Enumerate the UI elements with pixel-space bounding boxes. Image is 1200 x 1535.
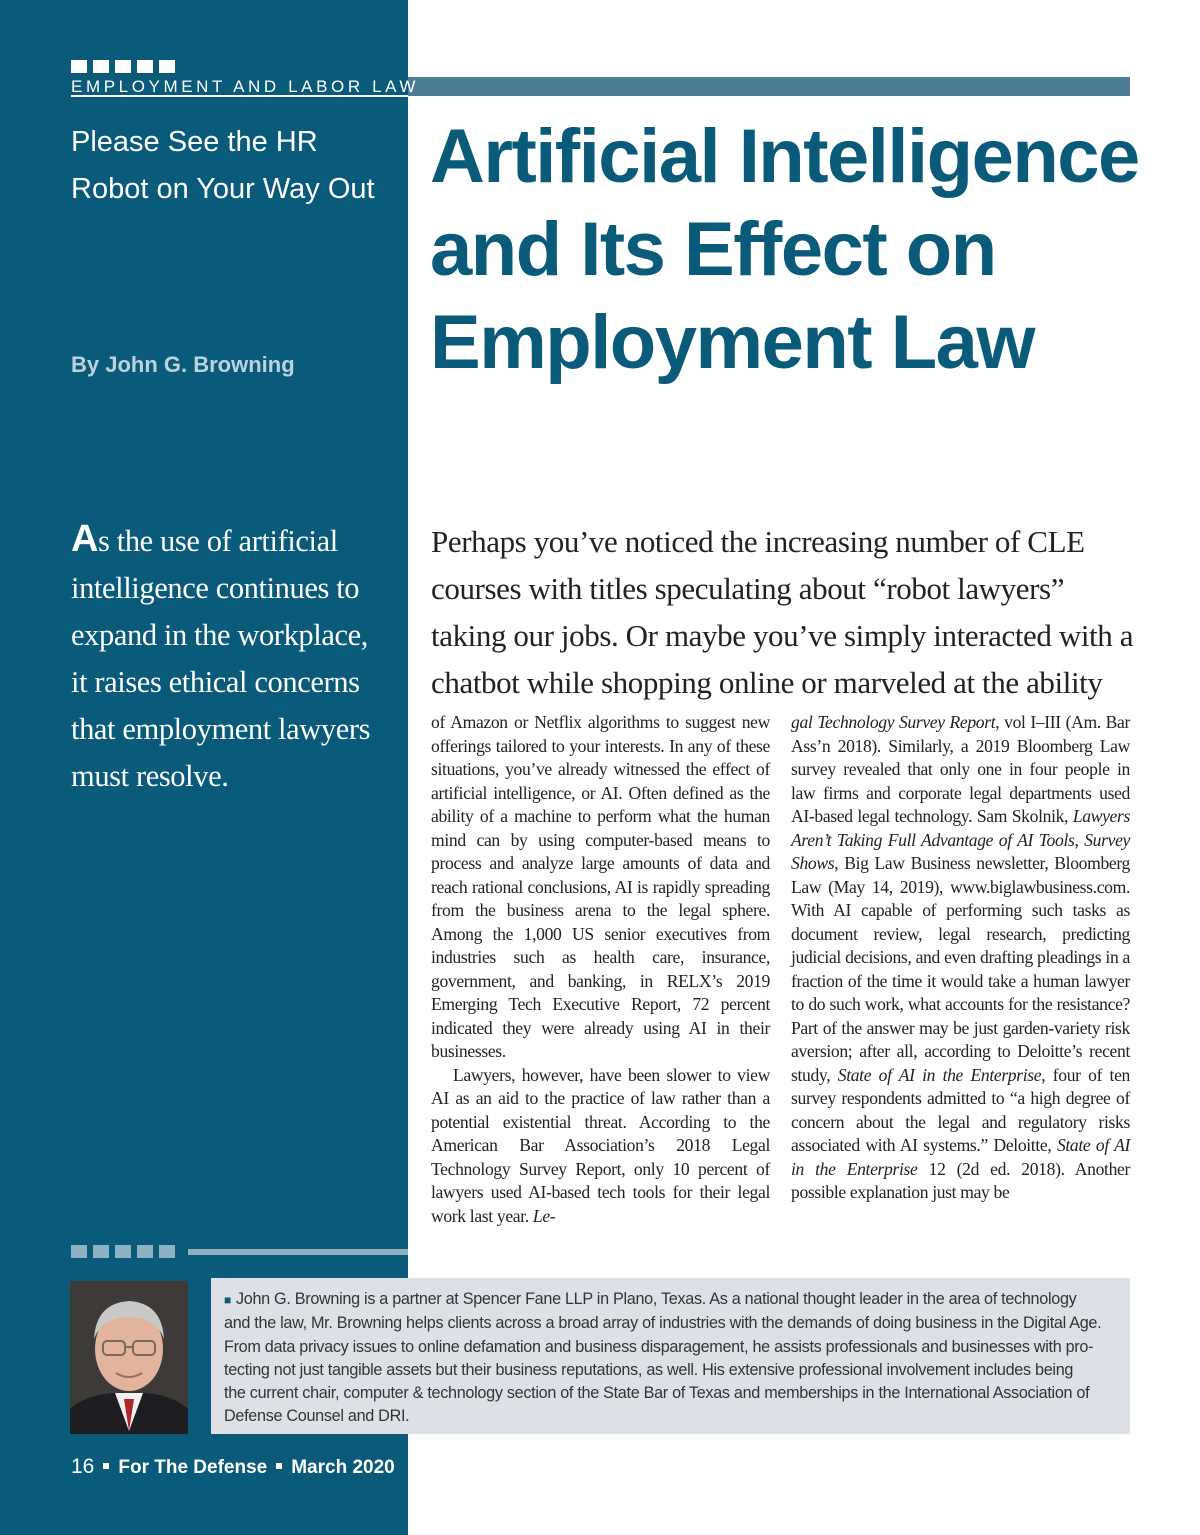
citation-title: State of AI in the Enterprise [837,1064,1042,1085]
body-text: , vol I–III (Am. Bar Ass’n 2018). Similarly, a 2019 Bloomberg Law survey revealed that only one in four people in law firms and corporate legal departments used AI-based legal technology. Sam Skolnik, [791,712,1130,826]
headline-line: and Its Effect on [430,207,996,292]
author-bio [211,1278,1130,1434]
bio-line: From data privacy issues to online defamation and business disparagement, he assists professionals and businesses with pro- [224,1337,1094,1356]
drop-cap: A [71,518,99,560]
body-paragraph: of Amazon or Netflix algorithms to suggest new offerings tailored to your interests. In any of these situations, you’ve already witnessed the effect of artificial intelligence, or AI. Often defined as the ability of a machine to perform what the human mind can by using computer-based means to process and analyze large amounts of data and reach rational conclusions, AI is rapidly spreading from the business arena to the legal sphere. Among the 1,000 US senior executives from industries such as health care, insurance, government, and banking, in RELX’s 2019 Emerging Tech Executive Report, 72 percent indicated they were already using AI in their businesses. [431,712,770,1061]
bio-line: tecting not just tangible assets but their business reputations, as well. His extensive professional involvement includes being [224,1360,1074,1379]
kicker-line: Robot on Your Way Out [71,173,375,205]
lede-line: courses with titles speculating about “robot lawyers” [431,571,1065,606]
bio-rule [188,1249,408,1255]
bio-squares [71,1245,175,1258]
separator-square-icon [276,1463,282,1469]
citation-title: State of AI in the Enterprise [791,1135,1131,1179]
bio-line: Defense Counsel and DRI. [224,1407,410,1426]
bio-line [224,1288,1120,1312]
kicker [71,119,401,213]
bio-text: John G. Browning is a partner at Spencer Fane LLP in Plano, Texas. As a national thought leader in the area of technology [235,1290,1077,1308]
citation-title: Lawyers Aren’t Taking Full Advantage of AI Tools, Survey Shows [791,806,1130,873]
section-label: EMPLOYMENT AND LABOR LAW [71,77,420,96]
lede-line: Perhaps you’ve noticed the increasing number of CLE [431,524,1085,559]
body-text: , Big Law Business newsletter, Bloomberg Law (May 14, 2019), www.biglawbusiness.com. With AI capable of performing such tasks as document review, legal research, predicting judicial decisions, and even drafting pleadings in a fraction of the time it would take a human lawyer to do such work, what accounts for the resistance? Part of the answer may be just garden-variety risk aversion; after all, according to Deloitte’s recent study, [791,853,1130,1085]
issue-date: March 2020 [291,1457,395,1478]
lede-line: taking our jobs. Or maybe you’ve simply interacted with a [431,618,1134,653]
headline-line: Employment Law [430,300,1034,385]
kicker-line: Please See the HR [71,126,318,158]
pull-quote-text: s the use of artificial intelligence continues to expand in the workplace, it raises ethical concerns that employment lawyers must resolve. [71,524,371,793]
bio-line: and the law, Mr. Browning helps clients across a broad array of industries with the demands of doing business in the Digital Age. [224,1314,1102,1333]
headline [430,110,1180,389]
section-bar [408,77,1130,96]
citation-title: Le- [532,1205,556,1226]
body-column-1 [431,711,770,1228]
body-paragraph [791,711,1130,1205]
headline-line: Artificial Intelligence [430,114,1139,199]
citation-title: gal Technology Survey Report [791,712,996,732]
byline: By John G. Browning [71,352,295,377]
lede-line: chatbot while shopping online or marveled at the ability [431,665,1103,700]
publication-name: For The Defense [118,1457,268,1478]
body-text: Lawyers, however, have been slower to view AI as an aid to the practice of law rather than a potential existential threat. According to the American Bar Association’s 2018 Legal Technology Survey Report, only 10 percent of lawyers used AI-based tech tools for their legal work last year. [431,1064,770,1226]
bullet-square-icon: ■ [224,1293,231,1307]
author-photo [70,1281,188,1434]
page-number: 16 [71,1455,95,1478]
section-squares [71,60,175,73]
bio-line: the current chair, computer & technology section of the State Bar of Texas and memberships in the International Association of [224,1384,1090,1403]
lede-paragraph [431,518,1134,706]
body-text: , four of ten survey respondents admitted to “a high degree of concern about the legal and regulatory risks associated with AI systems.” Deloitte, [791,1064,1130,1155]
body-text: 12 (2d ed. 2018). Another possible explanation just may be [791,1158,1130,1202]
pull-quote [71,516,391,800]
body-column-2 [791,711,1130,1205]
body-paragraph [431,1064,770,1229]
separator-square-icon [103,1463,109,1469]
page-footer [71,1455,395,1479]
